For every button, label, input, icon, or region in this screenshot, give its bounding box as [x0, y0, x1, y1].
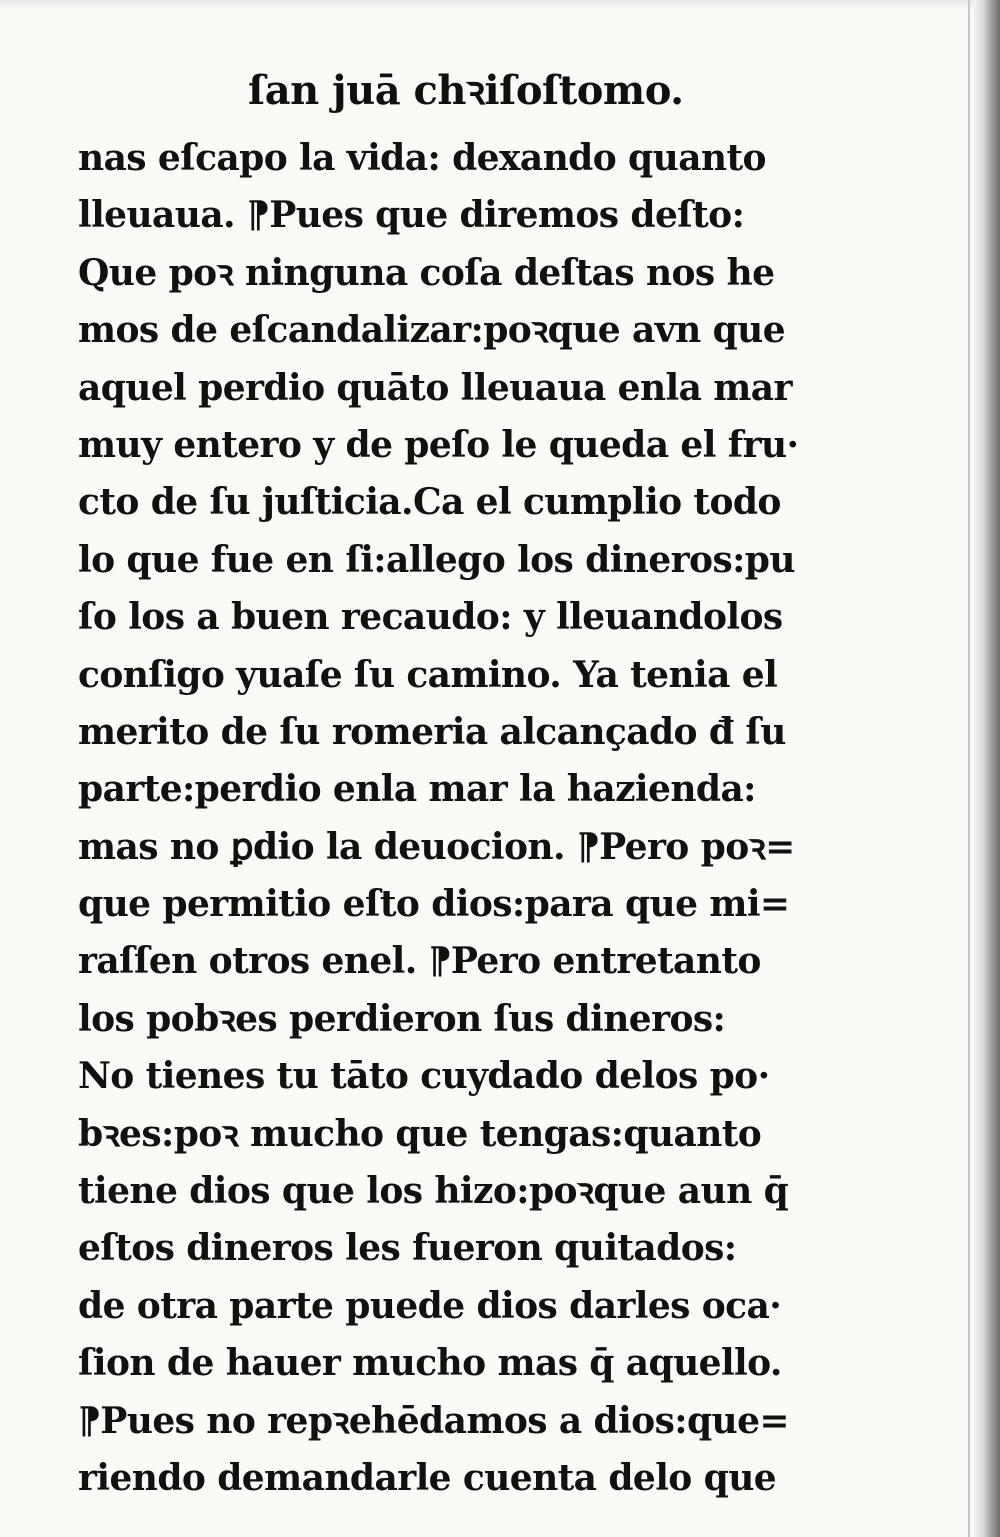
text-line: ⁋Pues no repꝛehēdamos a dios:que= — [78, 1399, 789, 1442]
body-text — [78, 130, 838, 1507]
text-line: muy entero y de peſo le queda el fru· — [78, 423, 799, 466]
text-line: riendo demandarle cuenta delo que — [78, 1456, 777, 1499]
text-line: cto de ſu juſticia.Ca el cumplio todo — [78, 481, 781, 524]
text-line: mos de eſcandalizar:poꝛque avn que — [78, 309, 786, 352]
text-line: ſion de hauer mucho mas q̄ aquello. — [78, 1342, 782, 1385]
text-line: merito de ſu romeria alcançado đ ſu — [78, 710, 786, 753]
binding-shadow — [974, 0, 1000, 1537]
text-line: eſtos dineros les fueron quitados: — [78, 1227, 737, 1270]
text-line: raſſen otros enel. ⁋Pero entretanto — [78, 940, 761, 983]
text-line: No tienes tu tāto cuydado delos po· — [78, 1055, 770, 1098]
text-line: que permitio eſto dios:para que mi= — [78, 883, 790, 926]
text-line: los pobꝛes perdieron ſus dineros: — [78, 997, 726, 1040]
scan-top-shadow — [0, 0, 1000, 10]
text-line: de otra parte puede dios darles oca· — [78, 1284, 782, 1327]
text-line: ſo los a buen recaudo: y lleuandolos — [78, 596, 783, 639]
text-line: parte:perdio enla mar la hazienda: — [78, 768, 756, 811]
text-line: aquel perdio quāto lleuaua enla mar — [78, 366, 792, 409]
text-line: Que poꝛ ninguna coſa deſtas nos he — [78, 251, 775, 294]
text-line: tiene dios que los hizo:poꝛque aun q̄ — [78, 1170, 789, 1213]
text-line: bꝛes:poꝛ mucho que tengas:quanto — [78, 1112, 762, 1155]
text-line: lo que fue en ſi:allego los dineros:pu — [78, 538, 795, 581]
text-line: conſigo yuaſe ſu camino. Ya tenia el — [78, 653, 778, 696]
text-line: mas no ꝑdio la deuocion. ⁋Pero poꝛ= — [78, 825, 795, 868]
running-header: ſan juā chꝛiſoſtomo. — [248, 67, 684, 114]
page-edge-line — [968, 0, 970, 1537]
text-line: lleuaua. ⁋Pues que diremos deſto: — [78, 194, 745, 237]
text-line: nas eſcapo la vida: dexando quanto — [78, 137, 766, 179]
